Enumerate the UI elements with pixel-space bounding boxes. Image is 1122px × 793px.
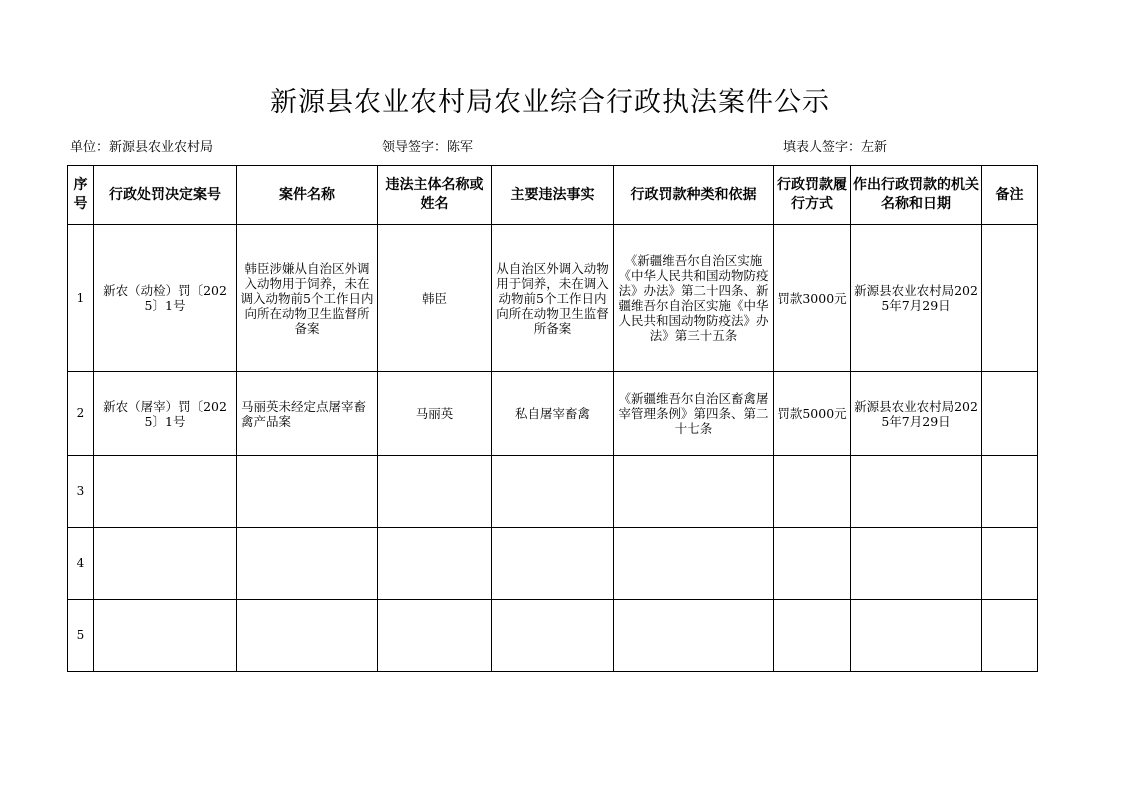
cell-authority-date: 新源县农业农村局2025年7月29日 (851, 372, 982, 456)
cell-case-number (94, 600, 237, 672)
cell-payment-method: 罚款3000元 (774, 225, 851, 372)
cell-facts (492, 600, 614, 672)
case-table (67, 165, 1038, 672)
table-row (68, 372, 1038, 456)
cell-authority-date: 新源县农业农村局2025年7月29日 (851, 225, 982, 372)
header-facts: 主要违法事实 (492, 166, 614, 225)
cell-payment-method (774, 600, 851, 672)
table-row (68, 600, 1038, 672)
cell-case-number (94, 456, 237, 528)
cell-penalty-basis (614, 456, 774, 528)
table-header-row (68, 166, 1038, 225)
leader-signature: 领导签字：陈军 (382, 140, 474, 155)
header-seq: 序号 (68, 166, 94, 225)
cell-facts: 私自屠宰畜禽 (492, 372, 614, 456)
header-authority-date: 作出行政罚款的机关名称和日期 (851, 166, 982, 225)
cell-remarks (982, 600, 1038, 672)
page-title: 新源县农业农村局农业综合行政执法案件公示 (270, 87, 830, 118)
cell-subject (378, 600, 492, 672)
filler-signature: 填表人签字：左新 (783, 140, 888, 155)
cell-remarks (982, 225, 1038, 372)
cell-case-number (94, 528, 237, 600)
cell-subject (378, 528, 492, 600)
cell-facts (492, 528, 614, 600)
cell-case-number: 新农（屠宰）罚〔2025〕1号 (94, 372, 237, 456)
cell-seq: 3 (68, 456, 94, 528)
table-row (68, 528, 1038, 600)
cell-case-name (237, 600, 378, 672)
table-row (68, 456, 1038, 528)
header-case-name: 案件名称 (237, 166, 378, 225)
cell-case-name: 韩臣涉嫌从自治区外调入动物用于饲养，未在调入动物前5个工作日内向所在动物卫生监督所备案 (237, 225, 378, 372)
cell-penalty-basis: 《新疆维吾尔自治区实施《中华人民共和国动物防疫法》办法》第二十四条、新疆维吾尔自治区实施《中华人民共和国动物防疫法》办法》第三十五条 (614, 225, 774, 372)
cell-payment-method (774, 456, 851, 528)
cell-seq: 2 (68, 372, 94, 456)
cell-remarks (982, 528, 1038, 600)
header-penalty-basis: 行政罚款种类和依据 (614, 166, 774, 225)
cell-penalty-basis: 《新疆维吾尔自治区畜禽屠宰管理条例》第四条、第二十七条 (614, 372, 774, 456)
cell-case-name: 马丽英未经定点屠宰畜禽产品案 (237, 372, 378, 456)
cell-remarks (982, 372, 1038, 456)
cell-facts (492, 456, 614, 528)
cell-subject: 韩臣 (378, 225, 492, 372)
cell-case-name (237, 456, 378, 528)
cell-authority-date (851, 528, 982, 600)
cell-seq: 1 (68, 225, 94, 372)
cell-case-number: 新农（动检）罚〔2025〕1号 (94, 225, 237, 372)
cell-case-name (237, 528, 378, 600)
cell-remarks (982, 456, 1038, 528)
cell-subject (378, 456, 492, 528)
cell-penalty-basis (614, 528, 774, 600)
cell-authority-date (851, 600, 982, 672)
header-subject: 违法主体名称或姓名 (378, 166, 492, 225)
table-row (68, 225, 1038, 372)
cell-facts: 从自治区外调入动物用于饲养，未在调入动物前5个工作日内向所在动物卫生监督所备案 (492, 225, 614, 372)
cell-subject: 马丽英 (378, 372, 492, 456)
header-case-number: 行政处罚决定案号 (94, 166, 237, 225)
cell-authority-date (851, 456, 982, 528)
cell-payment-method (774, 528, 851, 600)
header-remarks: 备注 (982, 166, 1038, 225)
header-payment-method: 行政罚款履行方式 (774, 166, 851, 225)
cell-penalty-basis (614, 600, 774, 672)
unit-label: 单位：新源县农业农村局 (70, 140, 214, 155)
cell-seq: 4 (68, 528, 94, 600)
cell-seq: 5 (68, 600, 94, 672)
cell-payment-method: 罚款5000元 (774, 372, 851, 456)
